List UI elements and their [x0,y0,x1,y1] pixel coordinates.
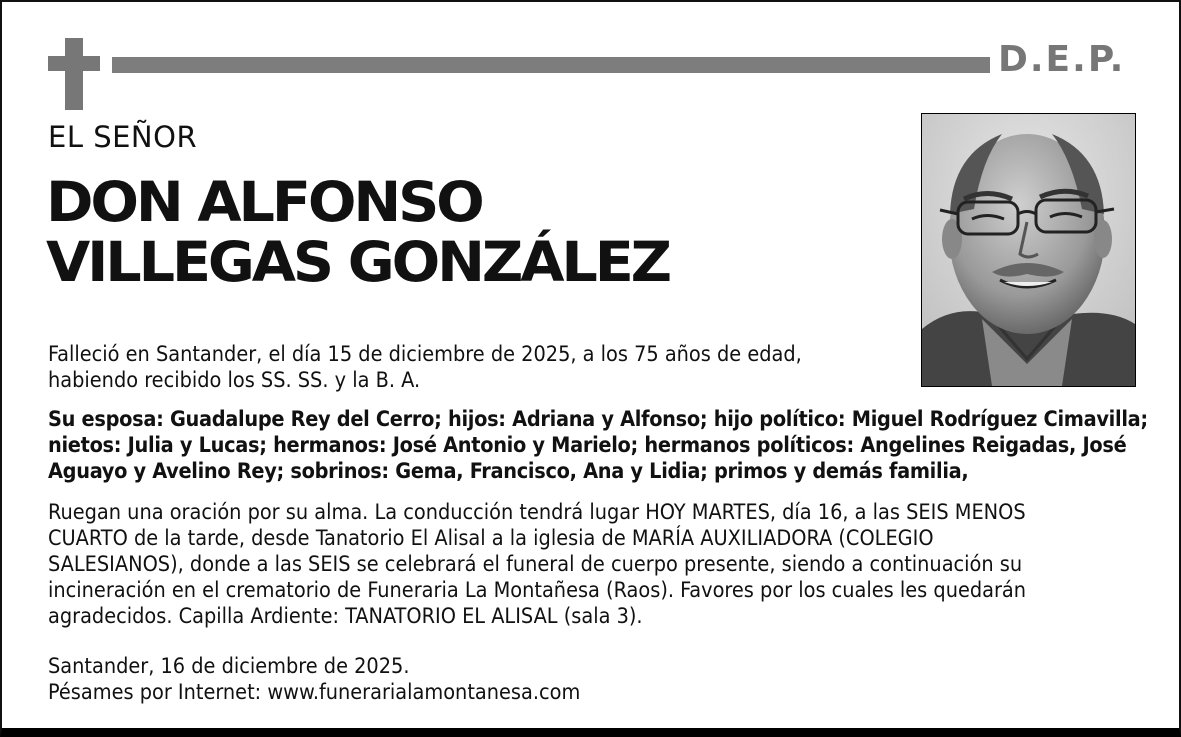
name-line-2: VILLEGAS GONZÁLEZ [46,230,670,294]
ceremony-line-5: agradecidos. Capilla Ardiente: TANATORIO EL ALISAL (sala 3). [48,604,643,629]
family-line-1: Su esposa: Guadalupe Rey del Cerro; hijos: Adriana y Alfonso; hijo político: Miguel Rodríguez Cimavilla; [48,407,1148,432]
ceremony-line-4: incineración en el crematorio de Funeraria La Montañesa (Raos). Favores por los cuales les quedarán [48,578,1027,603]
web-line[interactable]: Pésames por Internet: www.funerarialamontanesa.com [48,680,581,705]
name-line-1: DON ALFONSO [46,170,482,234]
portrait-image [922,114,1135,386]
date-line: Santander, 16 de diciembre de 2025. [48,654,410,679]
death-line-1: Falleció en Santander, el día 15 de diciembre de 2025, a los 75 años de edad, [48,342,802,367]
family-line-2: nietos: Julia y Lucas; hermanos: José Antonio y Marielo; hermanos políticos: Angelines Reigadas, José [48,433,1127,458]
death-line-2: habiendo recibido los SS. SS. y la B. A. [48,368,421,393]
family-paragraph [48,407,1148,485]
deceased-name [46,172,669,292]
ceremony-line-2: CUARTO de la tarde, desde Tanatorio El Alisal a la iglesia de MARÍA AUXILIADORA (COLEGIO [48,526,934,551]
family-line-3: Aguayo y Avelino Rey; sobrinos: Gema, Francisco, Ana y Lidia; primos y demás familia, [48,459,969,484]
ceremony-paragraph [48,500,1026,630]
header-rule [112,57,990,73]
closing-paragraph [48,654,580,706]
honorific: EL SEÑOR [48,120,198,154]
dep-mark: D.E.P. [998,39,1126,80]
ceremony-line-3: SALESIANOS), donde a las SEIS se celebrará el funeral de cuerpo presente, siendo a continuación su [48,552,1023,577]
death-paragraph [48,342,802,394]
ceremony-line-1: Ruegan una oración por su alma. La conducción tendrá lugar HOY MARTES, día 16, a las SEIS MENOS [48,500,1026,525]
portrait-photo [921,113,1136,387]
cross-icon [48,38,100,110]
